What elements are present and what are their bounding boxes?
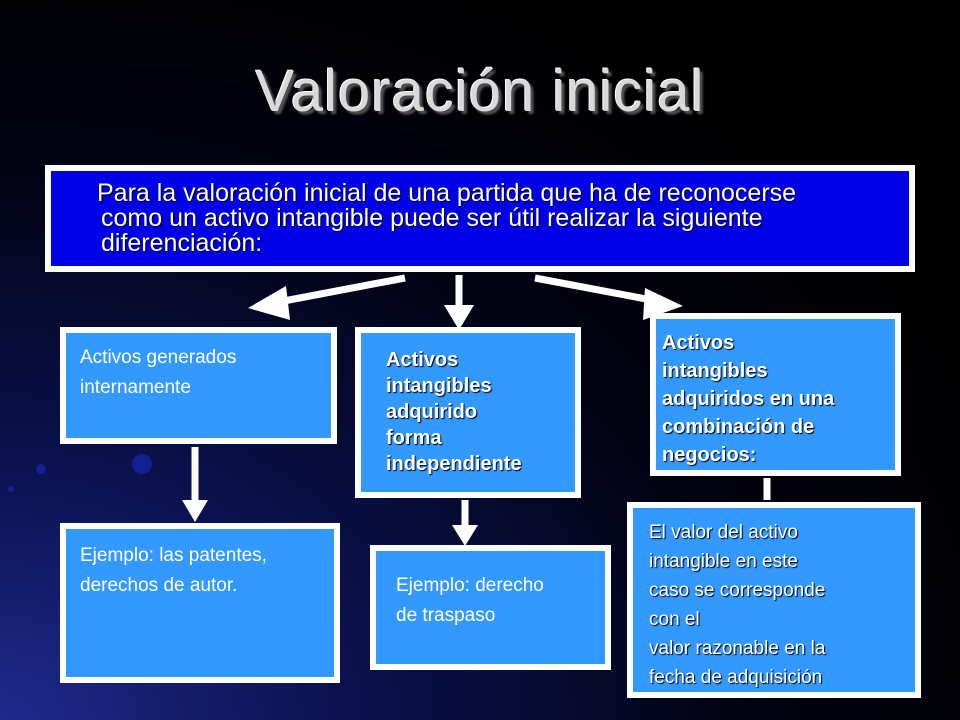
- slide-title: Valoración inicial: [255, 59, 705, 124]
- arrow-left-head: [248, 286, 290, 320]
- category-acquired-independently: Activos intangibles adquirido forma independiente: [355, 327, 581, 498]
- intro-line: Para la valoración inicial de una partida que ha de reconocerse: [97, 179, 797, 207]
- intro-line: diferenciación:: [101, 229, 263, 257]
- intro-line: como un activo intangible puede ser útil realizar la siguiente: [101, 204, 763, 232]
- category-generated-internally: Activos generados internamente: [60, 327, 337, 444]
- detail-example-patents: Ejemplo: las patentes, derechos de autor.: [60, 523, 340, 683]
- arrow-down-left-head: [182, 500, 208, 522]
- detail-fair-value: El valor del activo intangible en este caso se corresponde con el valor razonable en la fecha de adquisición: [627, 502, 921, 698]
- category-acquired-business-combination: Activos intangibles adquiridos en una combinación de negocios:: [650, 313, 901, 476]
- detail-example-transfer: Ejemplo: derecho de traspaso: [370, 545, 611, 670]
- arrow-down-center-head: [452, 525, 478, 546]
- arrow-right-line: [535, 278, 662, 302]
- arrow-left-line: [268, 278, 405, 304]
